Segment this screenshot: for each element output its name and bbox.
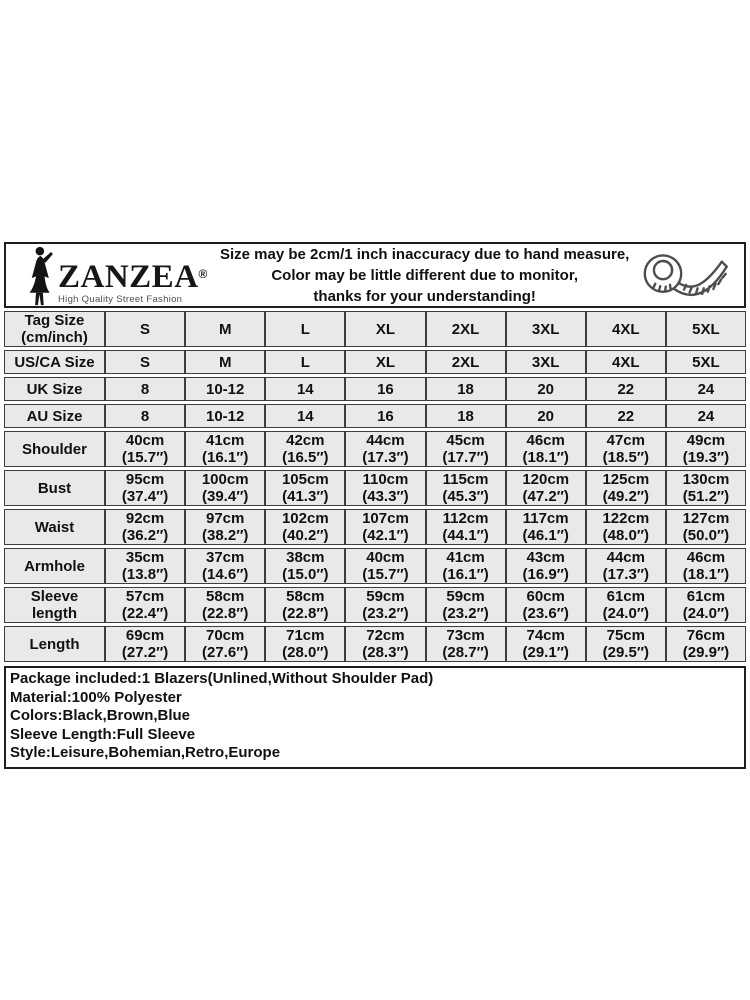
size-value-cell: 38cm (15.0″) xyxy=(265,548,345,584)
size-value-cell: L xyxy=(265,311,345,347)
note-line: Sleeve Length:Full Sleeve xyxy=(10,725,196,743)
size-value-cell: 22 xyxy=(586,404,666,428)
size-table xyxy=(4,308,746,665)
row-label-cell: Waist xyxy=(4,509,105,545)
disclaimer-text xyxy=(220,244,629,307)
fashion-figure-icon xyxy=(22,246,56,306)
size-value-cell: 46cm (18.1″) xyxy=(666,548,746,584)
size-value-cell: 60cm (23.6″) xyxy=(506,587,586,623)
table-row xyxy=(4,404,746,428)
size-value-cell: 125cm (49.2″) xyxy=(586,470,666,506)
note-line: Colors:Black,Brown,Blue xyxy=(10,707,191,725)
size-value-cell: 115cm (45.3″) xyxy=(426,470,506,506)
disclaimer-line: Size may be 2cm/1 inch inaccuracy due to hand measure, xyxy=(220,245,630,263)
size-value-cell: 61cm (24.0″) xyxy=(666,587,746,623)
size-value-cell: 61cm (24.0″) xyxy=(586,587,666,623)
size-value-cell: L xyxy=(265,350,345,374)
size-value-cell: 58cm (22.8″) xyxy=(185,587,265,623)
size-value-cell: 24 xyxy=(666,404,746,428)
size-value-cell: 14 xyxy=(265,377,345,401)
size-value-cell: 44cm (17.3″) xyxy=(586,548,666,584)
size-value-cell: 41cm (16.1″) xyxy=(185,431,265,467)
size-value-cell: 47cm (18.5″) xyxy=(586,431,666,467)
row-label-cell: Length xyxy=(4,626,105,662)
size-value-cell: 71cm (28.0″) xyxy=(265,626,345,662)
row-label-cell: Sleeve length xyxy=(4,587,105,623)
size-value-cell: 110cm (43.3″) xyxy=(345,470,425,506)
size-value-cell: XL xyxy=(345,350,425,374)
brand-logo xyxy=(22,246,220,305)
row-label-cell: Bust xyxy=(4,470,105,506)
row-label-cell: AU Size xyxy=(4,404,105,428)
row-label-cell: Shoulder xyxy=(4,431,105,467)
size-value-cell: 41cm (16.1″) xyxy=(426,548,506,584)
size-value-cell: 24 xyxy=(666,377,746,401)
table-row xyxy=(4,587,746,623)
size-value-cell: 10-12 xyxy=(185,404,265,428)
size-value-cell: 75cm (29.5″) xyxy=(586,626,666,662)
size-value-cell: 4XL xyxy=(586,350,666,374)
table-row xyxy=(4,311,746,347)
size-value-cell: 92cm (36.2″) xyxy=(105,509,185,545)
size-value-cell: 18 xyxy=(426,404,506,428)
row-label-cell: US/CA Size xyxy=(4,350,105,374)
size-value-cell: 16 xyxy=(345,377,425,401)
size-table-rows xyxy=(4,311,746,662)
size-value-cell: 3XL xyxy=(506,311,586,347)
size-value-cell: S xyxy=(105,350,185,374)
size-value-cell: 76cm (29.9″) xyxy=(666,626,746,662)
size-value-cell: 10-12 xyxy=(185,377,265,401)
size-value-cell: 130cm (51.2″) xyxy=(666,470,746,506)
size-value-cell: 2XL xyxy=(426,350,506,374)
size-value-cell: M xyxy=(185,311,265,347)
size-value-cell: 69cm (27.2″) xyxy=(105,626,185,662)
size-value-cell: 40cm (15.7″) xyxy=(105,431,185,467)
size-value-cell: 5XL xyxy=(666,350,746,374)
size-value-cell: 127cm (50.0″) xyxy=(666,509,746,545)
size-value-cell: 97cm (38.2″) xyxy=(185,509,265,545)
size-value-cell: 4XL xyxy=(586,311,666,347)
registered-trademark: ® xyxy=(198,266,208,281)
size-value-cell: 58cm (22.8″) xyxy=(265,587,345,623)
note-line: Style:Leisure,Bohemian,Retro,Europe xyxy=(10,744,281,762)
size-value-cell: 20 xyxy=(506,404,586,428)
product-notes xyxy=(4,666,746,769)
size-value-cell: 8 xyxy=(105,377,185,401)
size-value-cell: 18 xyxy=(426,377,506,401)
size-value-cell: 44cm (17.3″) xyxy=(345,431,425,467)
table-row xyxy=(4,350,746,374)
table-row xyxy=(4,377,746,401)
size-value-cell: 112cm (44.1″) xyxy=(426,509,506,545)
size-value-cell: XL xyxy=(345,311,425,347)
size-value-cell: 105cm (41.3″) xyxy=(265,470,345,506)
note-line: Package included:1 Blazers(Unlined,Without Shoulder Pad) xyxy=(10,670,434,687)
size-value-cell: 2XL xyxy=(426,311,506,347)
size-value-cell: 35cm (13.8″) xyxy=(105,548,185,584)
disclaimer-line: Color may be little different due to monitor, xyxy=(271,266,579,284)
table-row xyxy=(4,626,746,662)
brand-name: ZANZEA® xyxy=(58,258,208,295)
header xyxy=(4,242,746,308)
disclaimer-line: thanks for your understanding! xyxy=(313,287,536,305)
size-value-cell: 40cm (15.7″) xyxy=(345,548,425,584)
size-value-cell: M xyxy=(185,350,265,374)
table-row xyxy=(4,470,746,506)
size-value-cell: 95cm (37.4″) xyxy=(105,470,185,506)
row-label-cell: Armhole xyxy=(4,548,105,584)
size-value-cell: 5XL xyxy=(666,311,746,347)
size-value-cell: 72cm (28.3″) xyxy=(345,626,425,662)
logo-text-stack xyxy=(58,258,208,305)
size-value-cell: 73cm (28.7″) xyxy=(426,626,506,662)
table-row xyxy=(4,509,746,545)
size-value-cell: 42cm (16.5″) xyxy=(265,431,345,467)
size-value-cell: 120cm (47.2″) xyxy=(506,470,586,506)
size-value-cell: 20 xyxy=(506,377,586,401)
size-value-cell: 102cm (40.2″) xyxy=(265,509,345,545)
size-value-cell: 22 xyxy=(586,377,666,401)
size-value-cell: 122cm (48.0″) xyxy=(586,509,666,545)
size-value-cell: 117cm (46.1″) xyxy=(506,509,586,545)
size-value-cell: 100cm (39.4″) xyxy=(185,470,265,506)
table-row xyxy=(4,548,746,584)
size-value-cell: 45cm (17.7″) xyxy=(426,431,506,467)
size-value-cell: 57cm (22.4″) xyxy=(105,587,185,623)
size-value-cell: S xyxy=(105,311,185,347)
measuring-tape-icon xyxy=(633,247,735,303)
size-value-cell: 14 xyxy=(265,404,345,428)
row-label-cell: UK Size xyxy=(4,377,105,401)
size-value-cell: 43cm (16.9″) xyxy=(506,548,586,584)
size-value-cell: 8 xyxy=(105,404,185,428)
size-value-cell: 107cm (42.1″) xyxy=(345,509,425,545)
size-value-cell: 16 xyxy=(345,404,425,428)
size-value-cell: 37cm (14.6″) xyxy=(185,548,265,584)
table-row xyxy=(4,431,746,467)
size-value-cell: 70cm (27.6″) xyxy=(185,626,265,662)
size-value-cell: 46cm (18.1″) xyxy=(506,431,586,467)
size-value-cell: 74cm (29.1″) xyxy=(506,626,586,662)
brand-tagline: High Quality Street Fashion xyxy=(58,293,183,305)
size-value-cell: 49cm (19.3″) xyxy=(666,431,746,467)
note-line: Material:100% Polyester xyxy=(10,688,182,706)
size-value-cell: 59cm (23.2″) xyxy=(426,587,506,623)
size-value-cell: 3XL xyxy=(506,350,586,374)
row-label-cell: Tag Size (cm/inch) xyxy=(4,311,105,347)
size-value-cell: 59cm (23.2″) xyxy=(345,587,425,623)
size-chart-sheet xyxy=(4,242,746,769)
